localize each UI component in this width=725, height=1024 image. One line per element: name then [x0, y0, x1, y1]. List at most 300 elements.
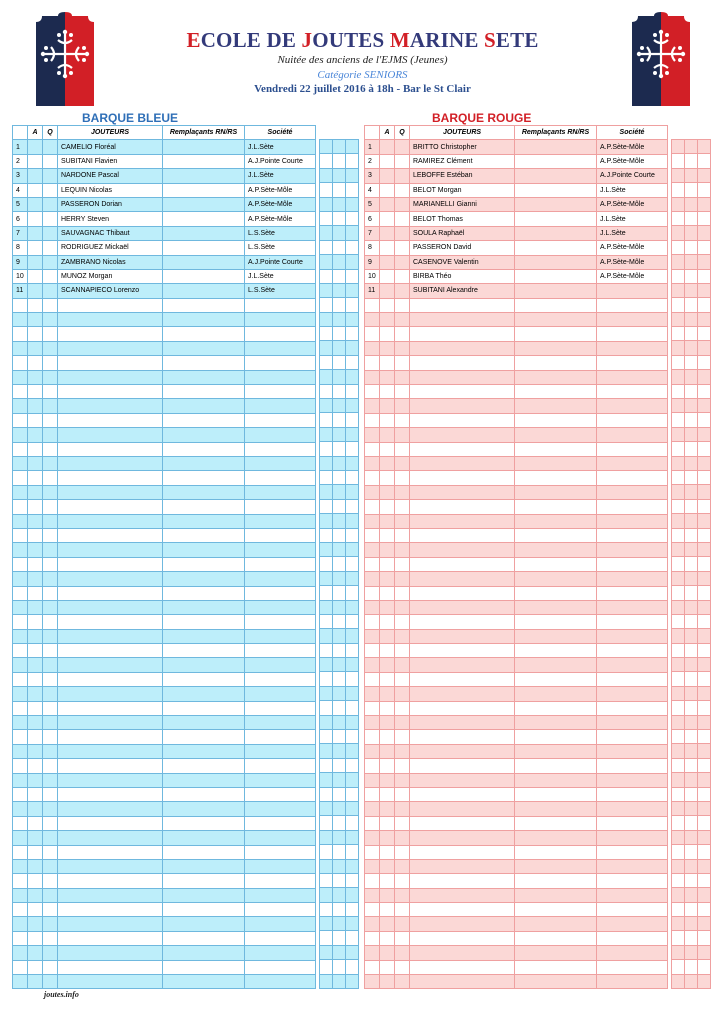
- cell-q: [43, 917, 58, 931]
- score-cell: [672, 931, 685, 945]
- page-title: [150, 28, 575, 53]
- cell-q: [43, 269, 58, 283]
- score-cell: [672, 456, 685, 470]
- cell-q: [43, 255, 58, 269]
- row-number: [365, 931, 380, 945]
- club-name: [245, 687, 316, 701]
- player-name: [58, 845, 163, 859]
- player-name: [58, 672, 163, 686]
- score-row: [320, 355, 359, 369]
- cell-a: [28, 903, 43, 917]
- club-name: [245, 543, 316, 557]
- score-cell: [320, 816, 333, 830]
- score-cell: [698, 787, 711, 801]
- club-name: [597, 557, 668, 571]
- row-number: [365, 543, 380, 557]
- row-number: [365, 917, 380, 931]
- row-number: [365, 413, 380, 427]
- row-number: [13, 960, 28, 974]
- replacement-cell: [515, 528, 597, 542]
- cell-a: [28, 975, 43, 989]
- club-name: A.P.Sète-Môle: [245, 212, 316, 226]
- cell-a: [28, 586, 43, 600]
- row-number: [13, 903, 28, 917]
- replacement-cell: [515, 730, 597, 744]
- score-row: [672, 873, 711, 887]
- score-cell: [698, 154, 711, 168]
- score-cell: [685, 226, 698, 240]
- score-cell: [320, 413, 333, 427]
- score-cell: [672, 427, 685, 441]
- score-cell: [698, 298, 711, 312]
- cell-a: [28, 816, 43, 830]
- cell-a: [380, 874, 395, 888]
- score-cell: [320, 211, 333, 225]
- cell-a: [380, 456, 395, 470]
- score-cell: [698, 629, 711, 643]
- score-cell: [346, 744, 359, 758]
- cell-a: [28, 428, 43, 442]
- club-name: [245, 946, 316, 960]
- cell-a: [380, 212, 395, 226]
- cell-q: [395, 399, 410, 413]
- row-number: [13, 385, 28, 399]
- cell-q: [395, 744, 410, 758]
- replacement-cell: [163, 845, 245, 859]
- score-cell: [698, 312, 711, 326]
- table-row: [365, 975, 668, 989]
- score-cell: [698, 672, 711, 686]
- club-name: [245, 600, 316, 614]
- row-number: [13, 341, 28, 355]
- score-cell: [333, 600, 346, 614]
- row-number: 6: [13, 212, 28, 226]
- cell-a: [28, 255, 43, 269]
- club-name: [245, 413, 316, 427]
- score-cell: [333, 542, 346, 556]
- score-cell: [698, 557, 711, 571]
- replacement-cell: [515, 572, 597, 586]
- replacement-cell: [163, 327, 245, 341]
- score-cell: [333, 283, 346, 297]
- score-cell: [346, 845, 359, 859]
- score-cell: [346, 499, 359, 513]
- table-row: [365, 485, 668, 499]
- barque-bleue-score-grid: [319, 139, 359, 989]
- row-number: [365, 831, 380, 845]
- cell-q: [395, 255, 410, 269]
- cell-a: [380, 255, 395, 269]
- player-name: [58, 557, 163, 571]
- replacement-cell: [515, 399, 597, 413]
- row-number: [365, 874, 380, 888]
- table-row: [13, 975, 316, 989]
- score-cell: [346, 859, 359, 873]
- table-row: [13, 428, 316, 442]
- cell-a: [380, 931, 395, 945]
- club-name: [597, 456, 668, 470]
- row-number: [365, 903, 380, 917]
- score-row: [672, 399, 711, 413]
- cell-q: [43, 140, 58, 154]
- score-cell: [346, 873, 359, 887]
- score-cell: [333, 801, 346, 815]
- cell-q: [43, 313, 58, 327]
- score-row: [672, 614, 711, 628]
- score-cell: [685, 845, 698, 859]
- table-row: [13, 787, 316, 801]
- cell-a: [28, 442, 43, 456]
- club-name: A.P.Sète-Môle: [597, 241, 668, 255]
- score-cell: [672, 686, 685, 700]
- replacement-cell: [163, 543, 245, 557]
- replacement-cell: [515, 226, 597, 240]
- score-row: [320, 960, 359, 974]
- player-name: [410, 399, 515, 413]
- score-cell: [320, 629, 333, 643]
- table-row: [365, 687, 668, 701]
- score-cell: [320, 830, 333, 844]
- cell-q: [43, 183, 58, 197]
- score-cell: [685, 715, 698, 729]
- score-cell: [672, 643, 685, 657]
- table-row: [13, 140, 316, 154]
- score-cell: [320, 370, 333, 384]
- score-cell: [685, 600, 698, 614]
- score-row: [672, 816, 711, 830]
- score-row: [320, 773, 359, 787]
- player-name: [410, 485, 515, 499]
- score-row: [320, 830, 359, 844]
- cell-q: [395, 946, 410, 960]
- cell-a: [28, 787, 43, 801]
- player-name: [58, 730, 163, 744]
- score-row: [320, 427, 359, 441]
- table-row: [13, 600, 316, 614]
- score-row: [320, 197, 359, 211]
- club-name: [597, 802, 668, 816]
- table-row: [13, 456, 316, 470]
- cell-a: [380, 269, 395, 283]
- cell-q: [395, 888, 410, 902]
- player-name: [58, 744, 163, 758]
- club-name: [597, 428, 668, 442]
- table-row: [13, 485, 316, 499]
- score-row: [320, 931, 359, 945]
- score-cell: [320, 154, 333, 168]
- score-row: [672, 355, 711, 369]
- cell-q: [395, 313, 410, 327]
- score-cell: [333, 514, 346, 528]
- score-cell: [346, 240, 359, 254]
- score-cell: [685, 974, 698, 988]
- row-number: [365, 888, 380, 902]
- score-cell: [698, 888, 711, 902]
- score-cell: [672, 859, 685, 873]
- score-cell: [346, 197, 359, 211]
- score-row: [672, 686, 711, 700]
- score-row: [672, 931, 711, 945]
- row-number: [365, 313, 380, 327]
- score-cell: [346, 715, 359, 729]
- score-cell: [685, 485, 698, 499]
- score-cell: [333, 140, 346, 154]
- club-name: A.J.Pointe Courte: [245, 255, 316, 269]
- table-row: [365, 313, 668, 327]
- score-row: [320, 255, 359, 269]
- score-cell: [320, 399, 333, 413]
- cell-q: [395, 572, 410, 586]
- club-name: [597, 600, 668, 614]
- player-name: [410, 874, 515, 888]
- score-cell: [685, 183, 698, 197]
- cell-a: [28, 672, 43, 686]
- score-row: [320, 945, 359, 959]
- score-cell: [333, 643, 346, 657]
- score-cell: [320, 183, 333, 197]
- score-cell: [333, 614, 346, 628]
- club-name: [245, 802, 316, 816]
- score-cell: [672, 600, 685, 614]
- score-cell: [685, 758, 698, 772]
- cell-a: [380, 773, 395, 787]
- score-cell: [685, 542, 698, 556]
- row-number: 1: [365, 140, 380, 154]
- replacement-cell: [515, 903, 597, 917]
- score-cell: [672, 499, 685, 513]
- score-cell: [698, 586, 711, 600]
- col-q: Q: [43, 126, 58, 140]
- score-row: [320, 600, 359, 614]
- score-row: [320, 715, 359, 729]
- score-cell: [333, 485, 346, 499]
- title-text: ETE: [495, 28, 539, 52]
- score-cell: [672, 672, 685, 686]
- score-cell: [685, 672, 698, 686]
- cell-a: [380, 629, 395, 643]
- cell-q: [43, 557, 58, 571]
- table-row: [13, 413, 316, 427]
- player-name: [58, 716, 163, 730]
- score-cell: [333, 917, 346, 931]
- cell-q: [395, 586, 410, 600]
- score-row: [672, 168, 711, 182]
- score-cell: [320, 888, 333, 902]
- replacement-cell: [163, 456, 245, 470]
- player-name: [410, 672, 515, 686]
- score-cell: [346, 571, 359, 585]
- player-name: [410, 385, 515, 399]
- club-name: [597, 975, 668, 989]
- club-name: [245, 658, 316, 672]
- table-row: [365, 543, 668, 557]
- table-row: [13, 154, 316, 168]
- score-cell: [333, 787, 346, 801]
- score-row: [320, 787, 359, 801]
- replacement-cell: [515, 615, 597, 629]
- replacement-cell: [163, 169, 245, 183]
- score-row: [672, 701, 711, 715]
- club-name: [245, 759, 316, 773]
- player-name: [410, 658, 515, 672]
- club-name: [597, 687, 668, 701]
- club-name: [597, 327, 668, 341]
- row-number: [13, 298, 28, 312]
- cell-q: [395, 169, 410, 183]
- cell-q: [395, 975, 410, 989]
- score-cell: [346, 542, 359, 556]
- score-cell: [346, 801, 359, 815]
- score-row: [320, 499, 359, 513]
- player-name: [58, 586, 163, 600]
- score-cell: [685, 255, 698, 269]
- score-cell: [333, 859, 346, 873]
- col-number: [13, 126, 28, 140]
- score-cell: [333, 902, 346, 916]
- table-row: [365, 212, 668, 226]
- score-cell: [672, 701, 685, 715]
- score-cell: [685, 327, 698, 341]
- score-cell: [320, 873, 333, 887]
- row-number: [13, 572, 28, 586]
- score-cell: [346, 758, 359, 772]
- score-cell: [320, 327, 333, 341]
- score-cell: [333, 456, 346, 470]
- cell-a: [28, 888, 43, 902]
- score-cell: [346, 456, 359, 470]
- score-cell: [672, 888, 685, 902]
- cell-q: [43, 802, 58, 816]
- row-number: [13, 586, 28, 600]
- cell-q: [43, 831, 58, 845]
- score-cell: [698, 456, 711, 470]
- score-cell: [346, 528, 359, 542]
- score-cell: [685, 528, 698, 542]
- player-name: [410, 557, 515, 571]
- club-name: [245, 471, 316, 485]
- club-name: [245, 629, 316, 643]
- player-name: [410, 471, 515, 485]
- cell-q: [43, 442, 58, 456]
- cell-a: [28, 212, 43, 226]
- score-row: [320, 528, 359, 542]
- table-row: [13, 672, 316, 686]
- club-name: [245, 744, 316, 758]
- row-number: [365, 428, 380, 442]
- score-row: [320, 686, 359, 700]
- replacement-cell: [515, 183, 597, 197]
- cell-a: [380, 140, 395, 154]
- score-row: [672, 672, 711, 686]
- score-cell: [672, 140, 685, 154]
- row-number: [13, 543, 28, 557]
- score-cell: [333, 413, 346, 427]
- score-row: [672, 557, 711, 571]
- table-row: [13, 298, 316, 312]
- club-name: L.S.Sète: [245, 241, 316, 255]
- score-cell: [685, 960, 698, 974]
- player-name: PASSERON David: [410, 241, 515, 255]
- score-cell: [346, 341, 359, 355]
- cell-a: [380, 888, 395, 902]
- cell-a: [28, 385, 43, 399]
- player-name: [410, 687, 515, 701]
- score-row: [672, 830, 711, 844]
- table-row: [13, 255, 316, 269]
- club-name: [245, 672, 316, 686]
- cell-a: [28, 644, 43, 658]
- replacement-cell: [163, 140, 245, 154]
- score-row: [320, 269, 359, 283]
- player-name: LEQUIN Nicolas: [58, 183, 163, 197]
- cell-a: [380, 341, 395, 355]
- score-cell: [685, 643, 698, 657]
- table-row: [13, 241, 316, 255]
- score-cell: [698, 370, 711, 384]
- player-name: [410, 831, 515, 845]
- player-name: [410, 313, 515, 327]
- row-number: [13, 888, 28, 902]
- club-name: [245, 888, 316, 902]
- score-cell: [685, 283, 698, 297]
- score-row: [320, 341, 359, 355]
- score-cell: [320, 197, 333, 211]
- cell-q: [395, 845, 410, 859]
- score-cell: [320, 744, 333, 758]
- row-number: [365, 658, 380, 672]
- cell-q: [43, 874, 58, 888]
- score-cell: [698, 499, 711, 513]
- score-cell: [346, 283, 359, 297]
- replacement-cell: [515, 802, 597, 816]
- table-row: [13, 442, 316, 456]
- cell-a: [380, 572, 395, 586]
- cell-a: [380, 917, 395, 931]
- club-name: [245, 528, 316, 542]
- score-cell: [685, 197, 698, 211]
- club-name: [245, 845, 316, 859]
- score-cell: [333, 974, 346, 988]
- score-cell: [346, 413, 359, 427]
- club-name: [597, 442, 668, 456]
- club-name: [597, 960, 668, 974]
- score-cell: [685, 686, 698, 700]
- row-number: [13, 356, 28, 370]
- player-name: [58, 859, 163, 873]
- cell-a: [28, 845, 43, 859]
- row-number: [365, 341, 380, 355]
- cell-a: [28, 557, 43, 571]
- score-cell: [685, 442, 698, 456]
- cell-q: [43, 845, 58, 859]
- player-name: [410, 946, 515, 960]
- club-name: [597, 874, 668, 888]
- table-row: [13, 586, 316, 600]
- score-row: [672, 183, 711, 197]
- table-row: [365, 226, 668, 240]
- score-row: [320, 917, 359, 931]
- table-row: [365, 528, 668, 542]
- row-number: [13, 514, 28, 528]
- replacement-cell: [163, 644, 245, 658]
- score-cell: [672, 442, 685, 456]
- replacement-cell: [515, 212, 597, 226]
- club-name: [245, 701, 316, 715]
- row-number: [365, 672, 380, 686]
- cell-q: [43, 370, 58, 384]
- player-name: [58, 341, 163, 355]
- score-cell: [333, 658, 346, 672]
